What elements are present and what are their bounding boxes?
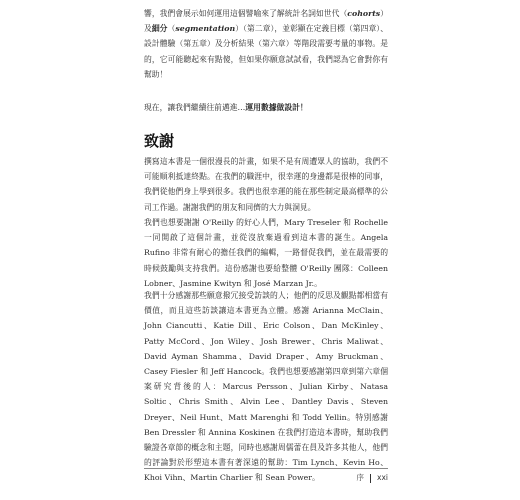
term-segmentation-label: 細分	[151, 24, 168, 34]
p1-text-b: ）及	[144, 9, 389, 34]
p2-emphasis: 運用數據做設計！	[245, 103, 308, 112]
p1-text-a: 響，我們會展示如何運用這個譬喻來了解統計名詞如世代（	[144, 9, 348, 18]
page-number: xxi	[377, 473, 388, 482]
section-heading: 致謝	[144, 132, 175, 150]
term-cohorts: cohorts	[347, 9, 381, 18]
p1-text-d: ）（第二章），並彰顯在定義目標（第四章）、設計體驗（第五章）及分析結果（第六章）等階段需要考量的事物。是的，它可能聽起來有點傻，但如果你願意試試看，我們認為它會對你有幫助！	[144, 24, 389, 79]
intro-paragraph	[144, 6, 388, 82]
acknowledgements-paragraph-2: 我們也想要謝謝 O'Reilly 的好心人們，Mary Treseler 和 Rochelle 一同開啟了這個計畫，並從沒放棄過看到這本書的誕生。Angela Rufino 非常有耐心的擔任我們的編輯，一路督促我們，並在最需要的時候鼓勵與支持我們。這份感謝也要給整體 O'Reilly 團隊：Colleen Lobner、Jasmine Kwityn 和 José Marzan Jr.。	[144, 218, 388, 288]
closing-paragraph	[144, 100, 388, 115]
p2-text: 現在，讓我們繼續往前邁進…	[144, 103, 246, 112]
acknowledgements-paragraph-1: 撰寫這本書是一個很漫長的計畫，如果不是有周遭眾人的協助，我們不可能順利抵達終點。在我們的職涯中，很幸運的身邊都是很棒的同事，我們從他們身上學到很多。我們也很幸運的能在那些制定最高標準的公司工作過。謝謝我們的朋友和同儕的大力與洞見。	[144, 157, 388, 212]
footer-section: 序	[356, 473, 365, 482]
term-segmentation: segmentation	[175, 24, 236, 34]
footer-separator	[370, 474, 371, 483]
footer-divider	[144, 468, 388, 469]
acknowledgements-paragraph-3: 我們十分感謝那些願意撥冗接受訪談的人；他們的反思及觀點都相當有價值，而且這些訪談讓這本書更為立體。感謝 Arianna McClain、John Ciancutti、Katie Dill、Eric Colson、Dan McKinley、Patty McCord、Jon Wiley、Josh Brewer、Chris Maliwat、David Ayman Shamma、David Draper、Amy Bruckman、Casey Fiesler 和 Jeff Hancock。我們也想要感謝第四章到第六章個案研究背後的人：Marcus Persson、Julian Kirby、Natasa Soltic、Chris Smith、Alvin Lee、Dantley Davis、Steven Dreyer、Neil Hunt、Matt Marenghi 和 Todd Yellin。特別感謝 Ben Dressler 和 Annina Koskinen 在我們打造這本書時，幫助我們驗證各章節的概念和主題，同時也感謝周儒蕾在員及許多其他人，他們的評論對於形塑這本書有著深遠的幫助：Tim Lynch、Kevin Ho、Khoi Vihn、Martin Charlier 和 Sean Power。	[144, 291, 388, 483]
page-footer	[357, 472, 388, 483]
p1-text-c: （	[167, 24, 176, 34]
